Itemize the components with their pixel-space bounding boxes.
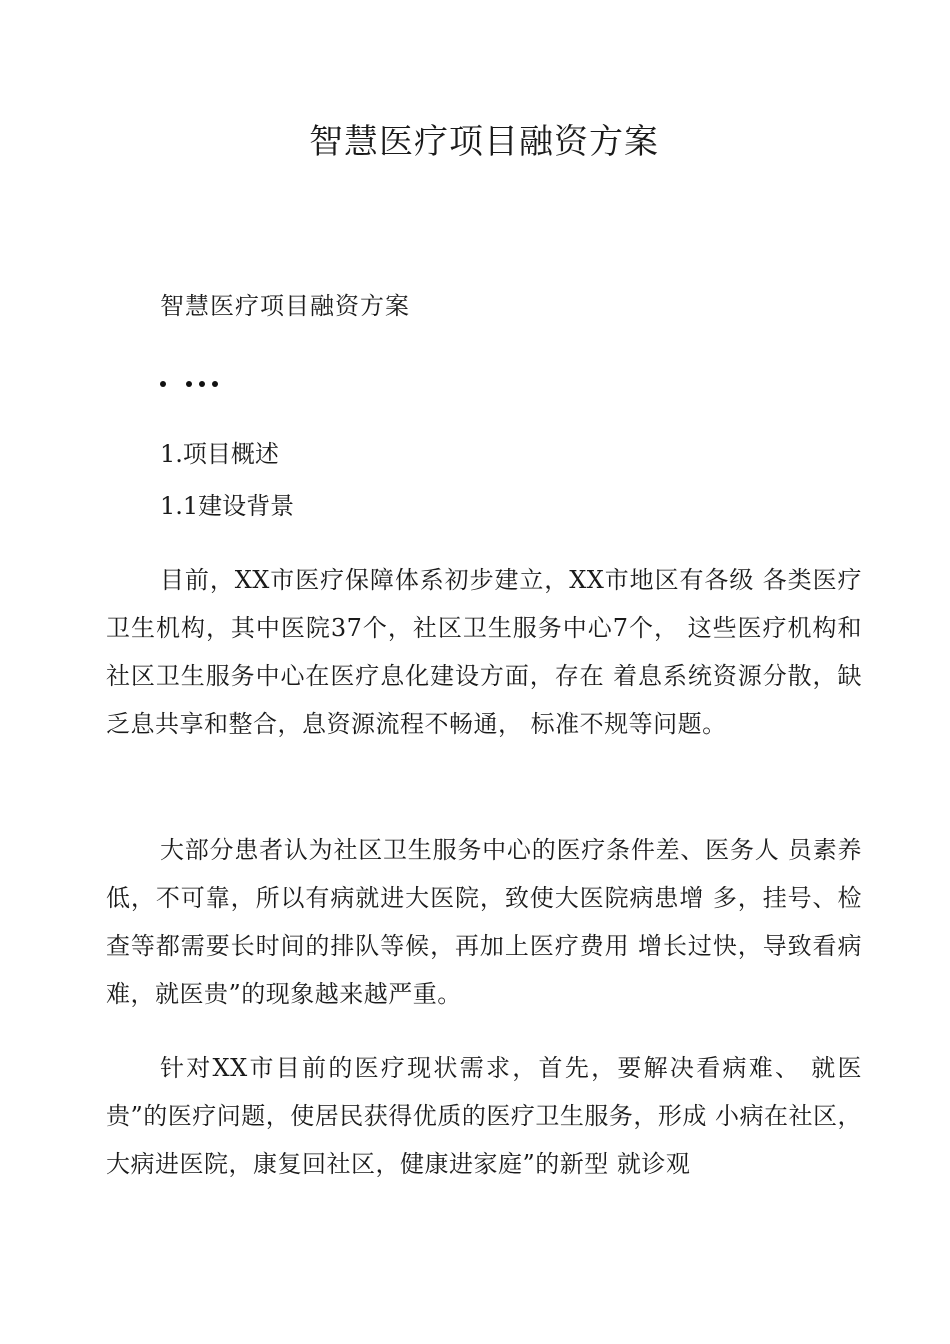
document-subtitle: 智慧医疗项目融资方案 [160, 292, 410, 320]
bullet-dot [186, 381, 192, 387]
body-paragraph: 针对XX市目前的医疗现状需求，首先，要解决看病难、 就医贵”的医疗问题，使居民获得优质的医疗卫生服务，形成 小病在社区，大病进医院，康复回社区，健康进家庭”的新型 就诊观 [106, 1054, 862, 1178]
bullet-dot [160, 381, 166, 387]
body-paragraph: 目前，XX市医疗保障体系初步建立，XX市地区有各级 各类医疗卫生机构，其中医院37个，社区卫生服务中心7个， 这些医疗机构和社区卫生服务中心在医疗息化建设方面，存在 着息系统资源分散，缺乏息共享和整合，息资源流程不畅通， 标准不规等问题。 [106, 566, 862, 738]
subsection-heading-background: 1.1建设背景 [160, 492, 295, 520]
document-title: 智慧医疗项目融资方案 [309, 122, 659, 162]
bullet-dot [199, 381, 205, 387]
section-heading-overview: 1.项目概述 [160, 440, 279, 468]
bullet-dot [212, 381, 218, 387]
body-paragraph: 大部分患者认为社区卫生服务中心的医疗条件差、医务人 员素养低，不可靠，所以有病就进大医院，致使大医院病患增 多，挂号、检查等都需要长时间的排队等候，再加上医疗费用 增长过快，导致看病难，就医贵”的现象越来越严重。 [106, 836, 862, 1008]
bullet-separator [160, 376, 225, 392]
